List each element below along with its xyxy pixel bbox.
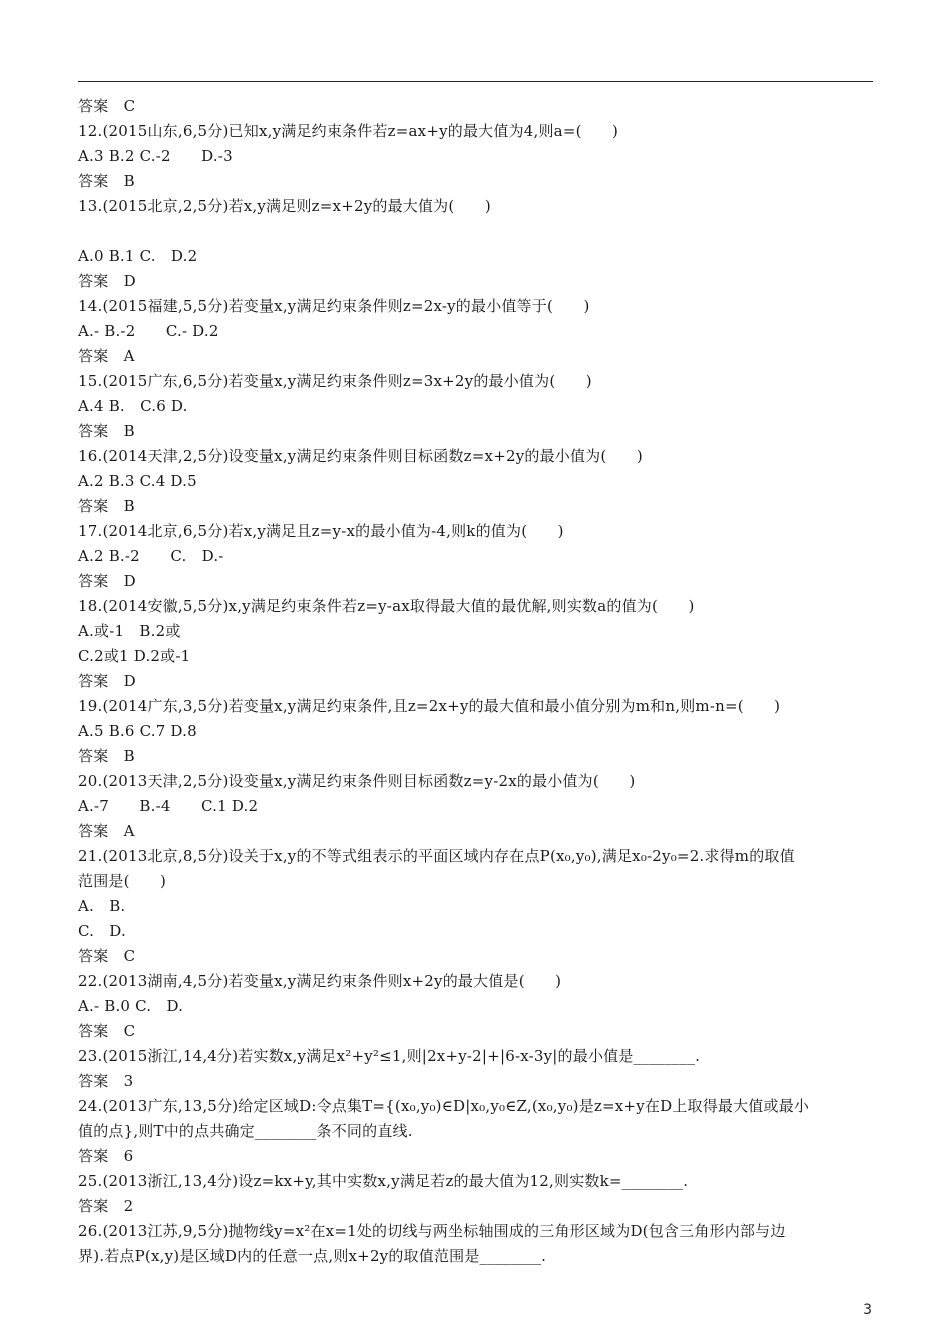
text-line: 15.(2015广东,6,5分)若变量x,y满足约束条件则z=3x+2y的最小值为( ) xyxy=(78,372,592,390)
text-line: 18.(2014安徽,5,5分)x,y满足约束条件若z=y-ax取得最大值的最优解,则实数a的值为( ) xyxy=(78,597,695,615)
text-line: 答案 C xyxy=(78,947,136,965)
text-line: 17.(2014北京,6,5分)若x,y满足且z=y-x的最小值为-4,则k的值为( ) xyxy=(78,522,564,540)
text-line: A.- B.0 C. D. xyxy=(78,997,184,1015)
text-line: 答案 D xyxy=(78,672,136,690)
text-line: A.2 B.-2 C. D.- xyxy=(78,547,224,565)
text-line: 14.(2015福建,5,5分)若变量x,y满足约束条件则z=2x-y的最小值等于( ) xyxy=(78,297,590,315)
text-line: A.- B.-2 C.- D.2 xyxy=(78,322,219,340)
text-line: A.3 B.2 C.-2 D.-3 xyxy=(78,147,233,165)
text-line: 答案 C xyxy=(78,97,136,115)
text-line: 26.(2013江苏,9,5分)抛物线y=x²在x=1处的切线与两坐标轴围成的三角形区域为D(包含三角形内部与边 xyxy=(78,1222,786,1240)
text-line: 答案 D xyxy=(78,572,136,590)
text-line: A.2 B.3 C.4 D.5 xyxy=(78,472,197,490)
text-line: A.5 B.6 C.7 D.8 xyxy=(78,722,197,740)
text-line xyxy=(78,219,874,244)
text-line: 19.(2014广东,3,5分)若变量x,y满足约束条件,且z=2x+y的最大值和最小值分别为m和n,则m-n=( ) xyxy=(78,697,781,715)
text-line: 答案 B xyxy=(78,172,135,190)
header-rule xyxy=(78,81,873,82)
text-line: 答案 6 xyxy=(78,1147,134,1165)
text-line: 13.(2015北京,2,5分)若x,y满足则z=x+2y的最大值为( ) xyxy=(78,197,491,215)
text-line: 答案 B xyxy=(78,422,135,440)
text-line: 界).若点P(x,y)是区域D内的任意一点,则x+2y的取值范围是________. xyxy=(78,1247,547,1265)
text-line: 值的点},则T中的点共确定________条不同的直线. xyxy=(78,1122,413,1140)
text-line: 答案 C xyxy=(78,1022,136,1040)
text-line: 25.(2013浙江,13,4分)设z=kx+y,其中实数x,y满足若z的最大值为12,则实数k=________. xyxy=(78,1172,689,1190)
text-line: 答案 A xyxy=(78,822,135,840)
text-line: 答案 B xyxy=(78,747,135,765)
text-line: A.4 B. C.6 D. xyxy=(78,397,188,415)
text-line: 12.(2015山东,6,5分)已知x,y满足约束条件若z=ax+y的最大值为4,则a=( ) xyxy=(78,122,619,140)
text-line: C. D. xyxy=(78,922,126,940)
text-line: 16.(2014天津,2,5分)设变量x,y满足约束条件则目标函数z=x+2y的最小值为( ) xyxy=(78,447,643,465)
text-line: 答案 2 xyxy=(78,1197,134,1215)
text-line: 21.(2013北京,8,5分)设关于x,y的不等式组表示的平面区域内存在点P(x₀,y₀),满足x₀-2y₀=2.求得m的取值 xyxy=(78,847,795,865)
text-line: 22.(2013湖南,4,5分)若变量x,y满足约束条件则x+2y的最大值是( ) xyxy=(78,972,562,990)
text-line: 答案 D xyxy=(78,272,136,290)
text-line: 20.(2013天津,2,5分)设变量x,y满足约束条件则目标函数z=y-2x的最小值为( ) xyxy=(78,772,636,790)
page-number: 3 xyxy=(863,1302,872,1318)
text-line: C.2或1 D.2或-1 xyxy=(78,647,191,665)
text-line: A.或-1 B.2或 xyxy=(78,622,181,640)
text-line: 24.(2013广东,13,5分)给定区域D:令点集T={(x₀,y₀)∈D|x₀,y₀∈Z,(x₀,y₀)是z=x+y在D上取得最大值或最小 xyxy=(78,1097,810,1115)
text-line: A.0 B.1 C. D.2 xyxy=(78,247,198,265)
text-line: 答案 B xyxy=(78,497,135,515)
text-line: A. B. xyxy=(78,897,126,915)
text-line: 范围是( ) xyxy=(78,872,167,890)
document-body xyxy=(78,94,874,1269)
text-line: A.-7 B.-4 C.1 D.2 xyxy=(78,797,259,815)
text-line: 答案 A xyxy=(78,347,135,365)
text-line: 23.(2015浙江,14,4分)若实数x,y满足x²+y²≤1,则|2x+y-2|+|6-x-3y|的最小值是________. xyxy=(78,1047,701,1065)
text-line: 答案 3 xyxy=(78,1072,134,1090)
